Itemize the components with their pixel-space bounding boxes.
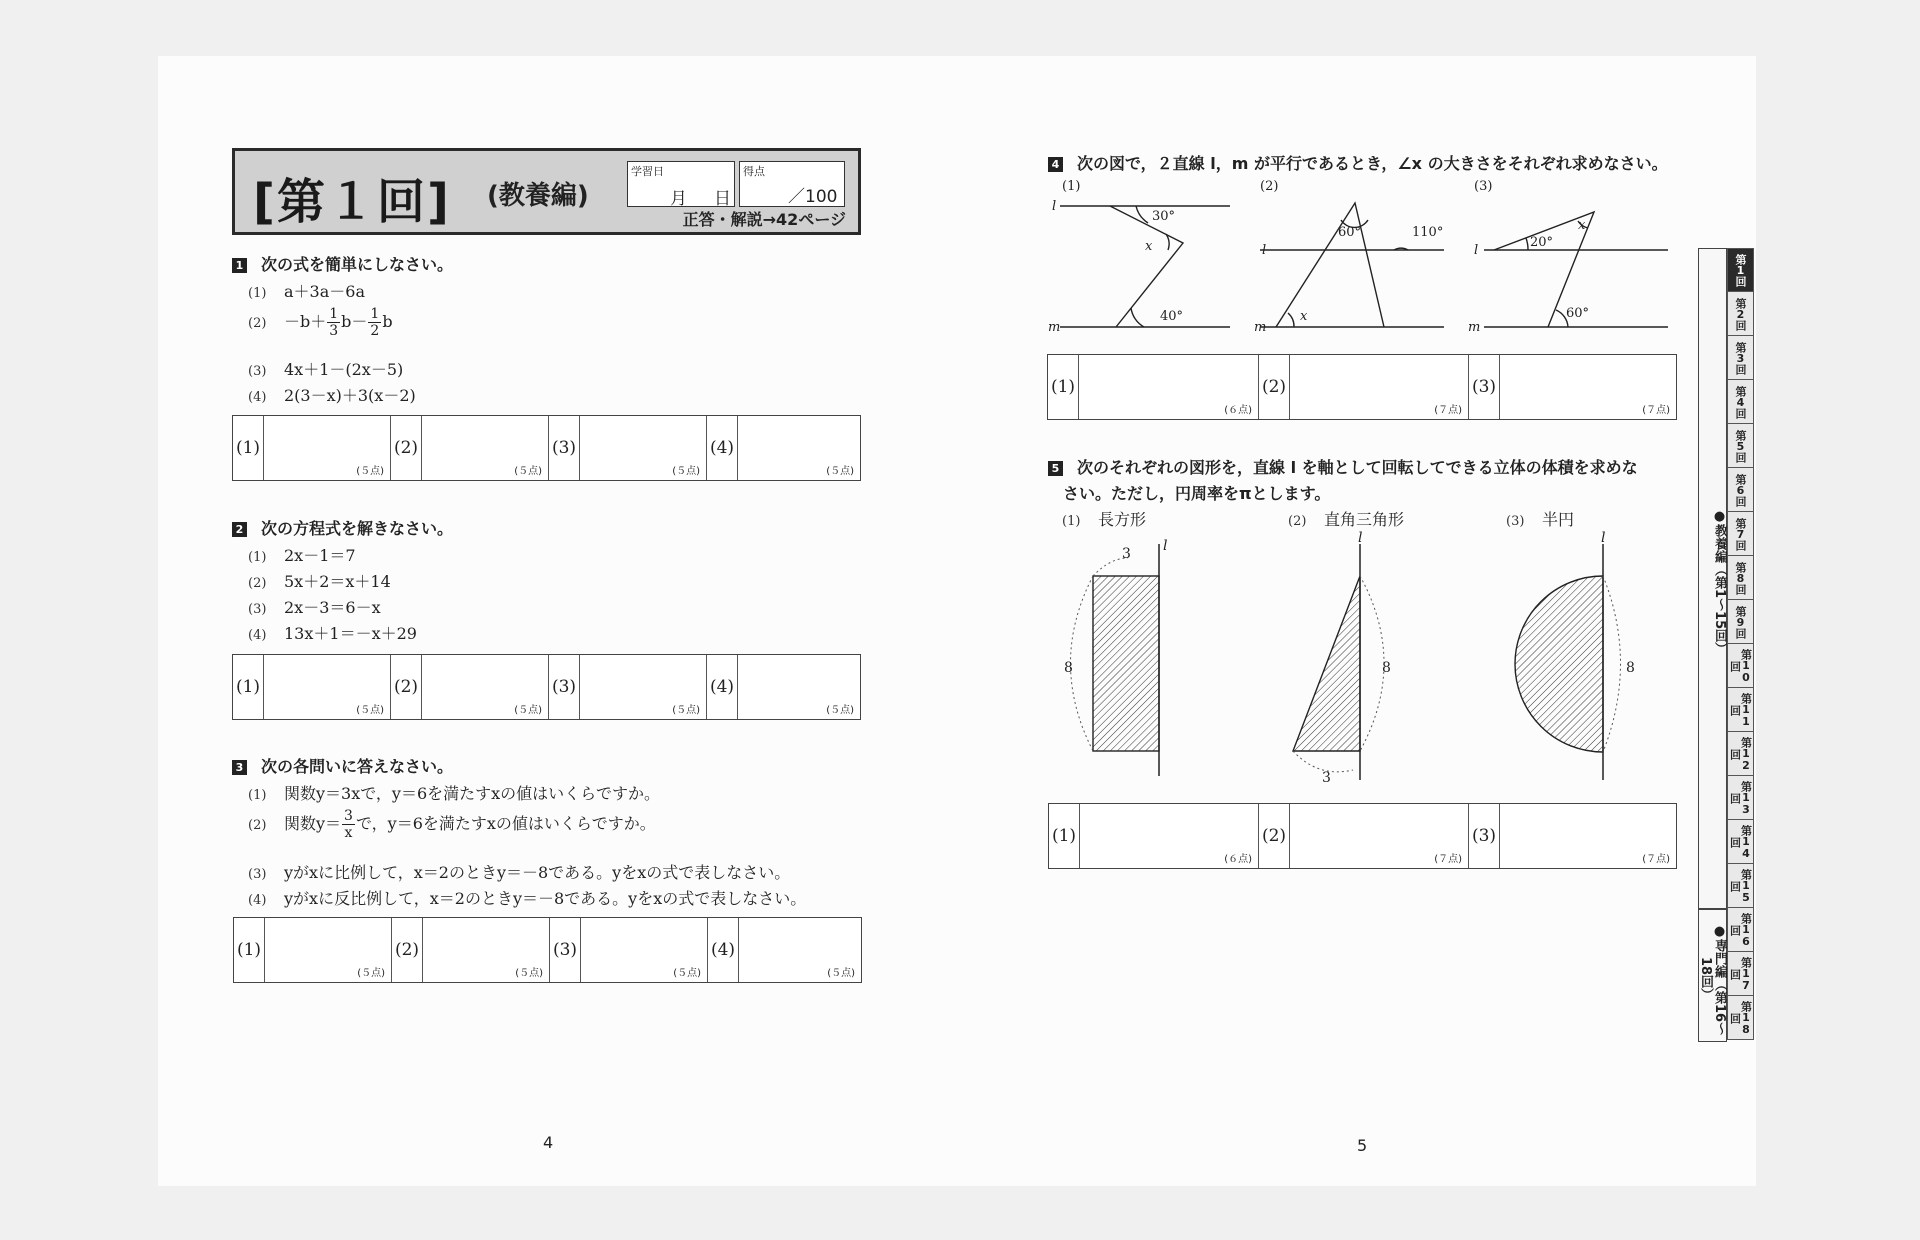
q3-item: (2) 関数y＝ $\frac{3}{x}$ で，y＝6を満たすxの値はいくらですか。 (248, 808, 656, 841)
svg-text:m: m (1468, 320, 1481, 335)
svg-text:60°: 60° (1566, 306, 1590, 321)
q2-prompt: 次の方程式を解きなさい。 (261, 519, 454, 538)
q1-item: (2) －b＋ $\frac{1}{3}$ b－ $\frac{1}{2}$ b (248, 306, 393, 339)
index-tab-label: 第3回 (1734, 341, 1747, 374)
q2-item: (4) 13x＋1＝－x＋29 (248, 624, 417, 643)
index-tab[interactable] (1727, 776, 1754, 820)
svg-text:8: 8 (1064, 660, 1073, 676)
answer-cell[interactable]: (1) (５点) (233, 416, 391, 480)
q2-item: (3) 2x－3＝6－x (248, 598, 381, 617)
svg-text:l: l (1163, 538, 1168, 554)
index-tab-label: 第1回 (1734, 254, 1747, 286)
svg-text:30°: 30° (1152, 209, 1176, 224)
index-tab[interactable] (1727, 996, 1754, 1040)
answer-cell[interactable]: (4) (５点) (708, 918, 861, 982)
index-tab[interactable] (1727, 644, 1754, 688)
index-tab-label: 第10回 (1728, 648, 1753, 683)
answer-cell[interactable]: (3) (５点) (549, 416, 707, 480)
index-tab[interactable] (1727, 468, 1754, 512)
svg-text:x: x (1578, 218, 1586, 233)
q3-item: (4) yがxに反比例して，x＝2のときy＝－8である。yをxの式で表しなさい。 (248, 889, 807, 908)
q5-number: 5 (1048, 461, 1063, 476)
q4-fig3-label: (3) (1474, 179, 1493, 194)
answer-cell[interactable]: (3) (５点) (550, 918, 708, 982)
index-tab-label: 第16回 (1728, 912, 1753, 947)
q5-prompt-line2: さい。ただし，円周率をπとします。 (1063, 484, 1331, 503)
answer-cell[interactable]: (2) (７点) (1259, 804, 1469, 868)
page-number-right: 5 (1357, 1136, 1368, 1155)
section-special-label: ●専門編（第16～18回） (1698, 909, 1727, 1042)
q3-item: (1) 関数y＝3xで，y＝6を満たすxの値はいくらですか。 (248, 784, 661, 803)
side-index (1698, 248, 1758, 1042)
q5-fig1-caption: (1) 長方形 (1062, 510, 1147, 529)
index-tab-label: 第2回 (1734, 297, 1747, 330)
index-tab[interactable] (1727, 556, 1754, 600)
fraction: $\frac{3}{x}$ (344, 808, 353, 841)
answer-cell[interactable]: (4) (５点) (707, 655, 860, 719)
q1-item: (3) 4x＋1－(2x－5) (248, 360, 404, 379)
svg-text:l: l (1474, 243, 1479, 258)
answer-cell[interactable]: (2) (５点) (392, 918, 550, 982)
answer-cell[interactable]: (1) (６点) (1049, 804, 1259, 868)
round-title: [第１回] (253, 174, 451, 230)
answer-cell[interactable]: (2) (５点) (391, 416, 549, 480)
svg-text:l: l (1262, 243, 1267, 258)
index-tab[interactable] (1727, 732, 1754, 776)
q3-number: 3 (232, 760, 247, 775)
score-label: 得点 (743, 165, 765, 178)
section-general-label: ●教養編（第1～15回） (1698, 248, 1727, 909)
index-tab-label: 第6回 (1734, 473, 1747, 506)
fraction: $\frac{1}{3}$ (329, 306, 339, 339)
answer-reference: 正答・解説→42ページ (682, 210, 846, 229)
index-tab[interactable] (1727, 688, 1754, 732)
q4-number: 4 (1048, 157, 1063, 172)
q2-answer-row (232, 654, 861, 720)
svg-text:8: 8 (1626, 660, 1635, 676)
score-box[interactable] (739, 161, 845, 207)
q4-fig1-label: (1) (1062, 179, 1081, 194)
q5-fig2-caption: (2) 直角三角形 (1288, 510, 1405, 529)
index-tab[interactable] (1727, 512, 1754, 556)
q4-fig2-label: (2) (1260, 179, 1279, 194)
index-tab-label: 第5回 (1734, 429, 1747, 462)
q4-answer-row (1047, 354, 1677, 420)
answer-cell[interactable]: (3) (５点) (549, 655, 707, 719)
index-tab-label: 第8回 (1734, 561, 1747, 594)
answer-cell[interactable]: (1) (６点) (1048, 355, 1259, 419)
answer-cell[interactable]: (1) (５点) (234, 918, 392, 982)
q1-answer-row (232, 415, 861, 481)
page-number-left: 4 (543, 1133, 554, 1152)
q5-answer-row (1048, 803, 1677, 869)
index-tab-label: 第15回 (1728, 868, 1753, 903)
index-tab[interactable] (1727, 424, 1754, 468)
q4-prompt: 次の図で，２直線 l，m が平行であるとき，∠x の大きさをそれぞれ求めなさい。 (1077, 154, 1668, 173)
index-tab-label: 第4回 (1734, 385, 1747, 418)
svg-text:l: l (1358, 530, 1363, 546)
score-total: ／100 (788, 187, 838, 207)
round-header (232, 148, 861, 235)
q5-prompt-line1: 次のそれぞれの図形を，直線 l を軸として回転してできる立体の体積を求めな (1077, 458, 1638, 477)
q4-heading (1048, 151, 1668, 174)
study-date-box[interactable] (627, 161, 735, 207)
index-tab[interactable] (1727, 292, 1754, 336)
index-tab-label: 第18回 (1728, 1000, 1753, 1035)
q3-item: (3) yがxに比例して，x＝2のときy＝－8である。yをxの式で表しなさい。 (248, 863, 791, 882)
q2-number: 2 (232, 522, 247, 537)
svg-text:60°: 60° (1338, 225, 1362, 240)
q2-item: (1) 2x－1＝7 (248, 546, 356, 565)
q3-heading (232, 754, 453, 777)
q1-item: (4) 2(3－x)＋3(x－2) (248, 386, 416, 405)
q3-answer-row (233, 917, 862, 983)
study-date-label: 学習日 (631, 165, 664, 178)
index-tab[interactable] (1727, 952, 1754, 996)
index-tab-label: 第11回 (1728, 692, 1753, 727)
q2-item: (2) 5x＋2＝x＋14 (248, 572, 391, 591)
svg-text:3: 3 (1122, 546, 1131, 562)
q2-heading (232, 516, 453, 539)
svg-text:m: m (1254, 320, 1267, 335)
index-tab[interactable] (1727, 380, 1754, 424)
svg-text:8: 8 (1382, 660, 1391, 676)
round-subtitle: (教養編) (487, 181, 589, 211)
q4-figures (1048, 176, 1684, 342)
index-tab-label: 第9回 (1734, 605, 1747, 638)
q1-prompt: 次の式を簡単にしなさい。 (261, 255, 454, 274)
svg-text:l: l (1601, 530, 1606, 546)
q1-item: (1) a＋3a－6a (248, 282, 365, 301)
answer-cell[interactable]: (4) (５点) (707, 416, 860, 480)
svg-text:110°: 110° (1412, 225, 1444, 240)
q5-fig3-caption: (3) 半円 (1506, 510, 1575, 529)
answer-cell[interactable]: (1) (５点) (233, 655, 391, 719)
index-tab-label: 第12回 (1728, 736, 1753, 771)
index-tab-label: 第7回 (1734, 517, 1747, 550)
q3-prompt: 次の各問いに答えなさい。 (261, 757, 454, 776)
answer-cell[interactable]: (2) (５点) (391, 655, 549, 719)
answer-cell[interactable]: (3) (７点) (1469, 804, 1676, 868)
svg-text:40°: 40° (1160, 309, 1184, 324)
index-tab[interactable] (1727, 864, 1754, 908)
index-tab-label: 第14回 (1728, 824, 1753, 859)
index-tab[interactable] (1727, 336, 1754, 380)
index-tab[interactable] (1727, 248, 1754, 292)
index-tab[interactable] (1727, 600, 1754, 644)
index-tab-label: 第17回 (1728, 956, 1753, 991)
q1-heading (232, 252, 453, 275)
fraction: $\frac{1}{2}$ (370, 306, 380, 339)
svg-text:x: x (1145, 239, 1153, 254)
answer-cell[interactable]: (3) (７点) (1469, 355, 1676, 419)
svg-text:l: l (1052, 199, 1057, 214)
month-label: 月 (670, 189, 687, 209)
svg-text:20°: 20° (1530, 235, 1554, 250)
index-tab-label: 第13回 (1728, 780, 1753, 815)
index-tab[interactable] (1727, 820, 1754, 864)
index-tab[interactable] (1727, 908, 1754, 952)
q5-heading (1048, 455, 1638, 478)
day-label: 日 (714, 189, 731, 209)
svg-text:m: m (1048, 320, 1061, 335)
q5-figures (1048, 530, 1684, 786)
svg-text:x: x (1300, 309, 1308, 324)
q1-number: 1 (232, 258, 247, 273)
answer-cell[interactable]: (2) (７点) (1259, 355, 1469, 419)
svg-text:3: 3 (1322, 770, 1331, 786)
